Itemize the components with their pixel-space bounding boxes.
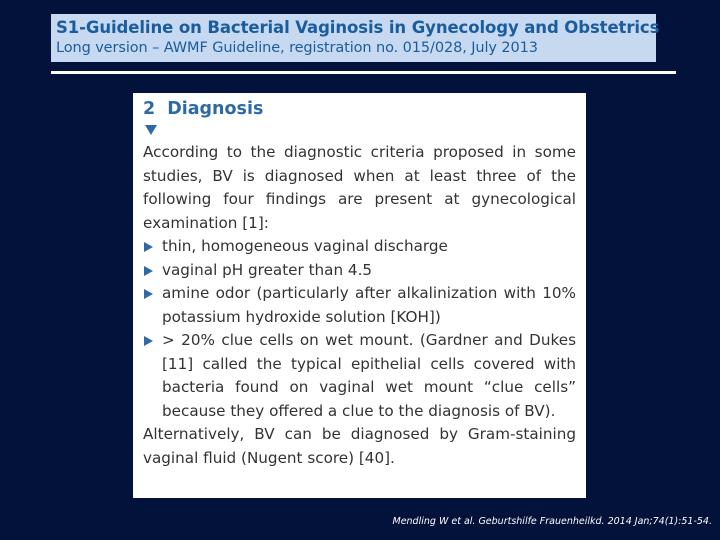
- triangle-right-icon: [144, 266, 153, 276]
- guideline-subtitle: Long version – AWMF Guideline, registration no. 015/028, July 2013: [56, 40, 538, 56]
- section-title: Diagnosis: [167, 99, 264, 119]
- list-item-text: thin, homogeneous vaginal discharge: [162, 237, 448, 255]
- list-item: [143, 329, 576, 423]
- closing-paragraph: Alternatively, BV can be diagnosed by Gram-staining vaginal fluid (Nugent score) [40].: [143, 425, 576, 467]
- triangle-right-icon: [144, 336, 153, 346]
- section-heading: [143, 97, 576, 121]
- guideline-header: [51, 14, 660, 62]
- section-number: 2: [143, 99, 156, 119]
- list-item: [143, 282, 576, 329]
- list-item: [143, 259, 576, 283]
- intro-paragraph: According to the diagnostic criteria proposed in some studies, BV is diagnosed when at least three of the following four findings are present at gynecological examination [1]:: [143, 143, 576, 232]
- list-item-text: vaginal pH greater than 4.5: [162, 260, 373, 279]
- triangle-down-icon: [145, 125, 157, 135]
- triangle-right-icon: [144, 289, 153, 299]
- citation-footer: Mendling W et al. Geburtshilfe Frauenheilkd. 2014 Jan;74(1):51-54.: [392, 516, 712, 527]
- divider-line: [51, 71, 676, 74]
- findings-list: [143, 235, 576, 423]
- guideline-title: S1-Guideline on Bacterial Vaginosis in Gynecology and Obstetrics: [56, 18, 660, 37]
- list-item-text: > 20% clue cells on wet mount. (Gardner and Dukes [11] called the typical epithelial cells covered with bacteria found on vaginal wet mount “clue cells” because they offered a clue to the diagnosis of BV).: [162, 331, 576, 420]
- triangle-right-icon: [144, 242, 153, 252]
- list-item: [143, 235, 576, 259]
- list-item-text: amine odor (particularly after alkalinization with 10% potassium hydroxide solution [KOH]): [162, 284, 576, 326]
- document-excerpt: [133, 93, 586, 498]
